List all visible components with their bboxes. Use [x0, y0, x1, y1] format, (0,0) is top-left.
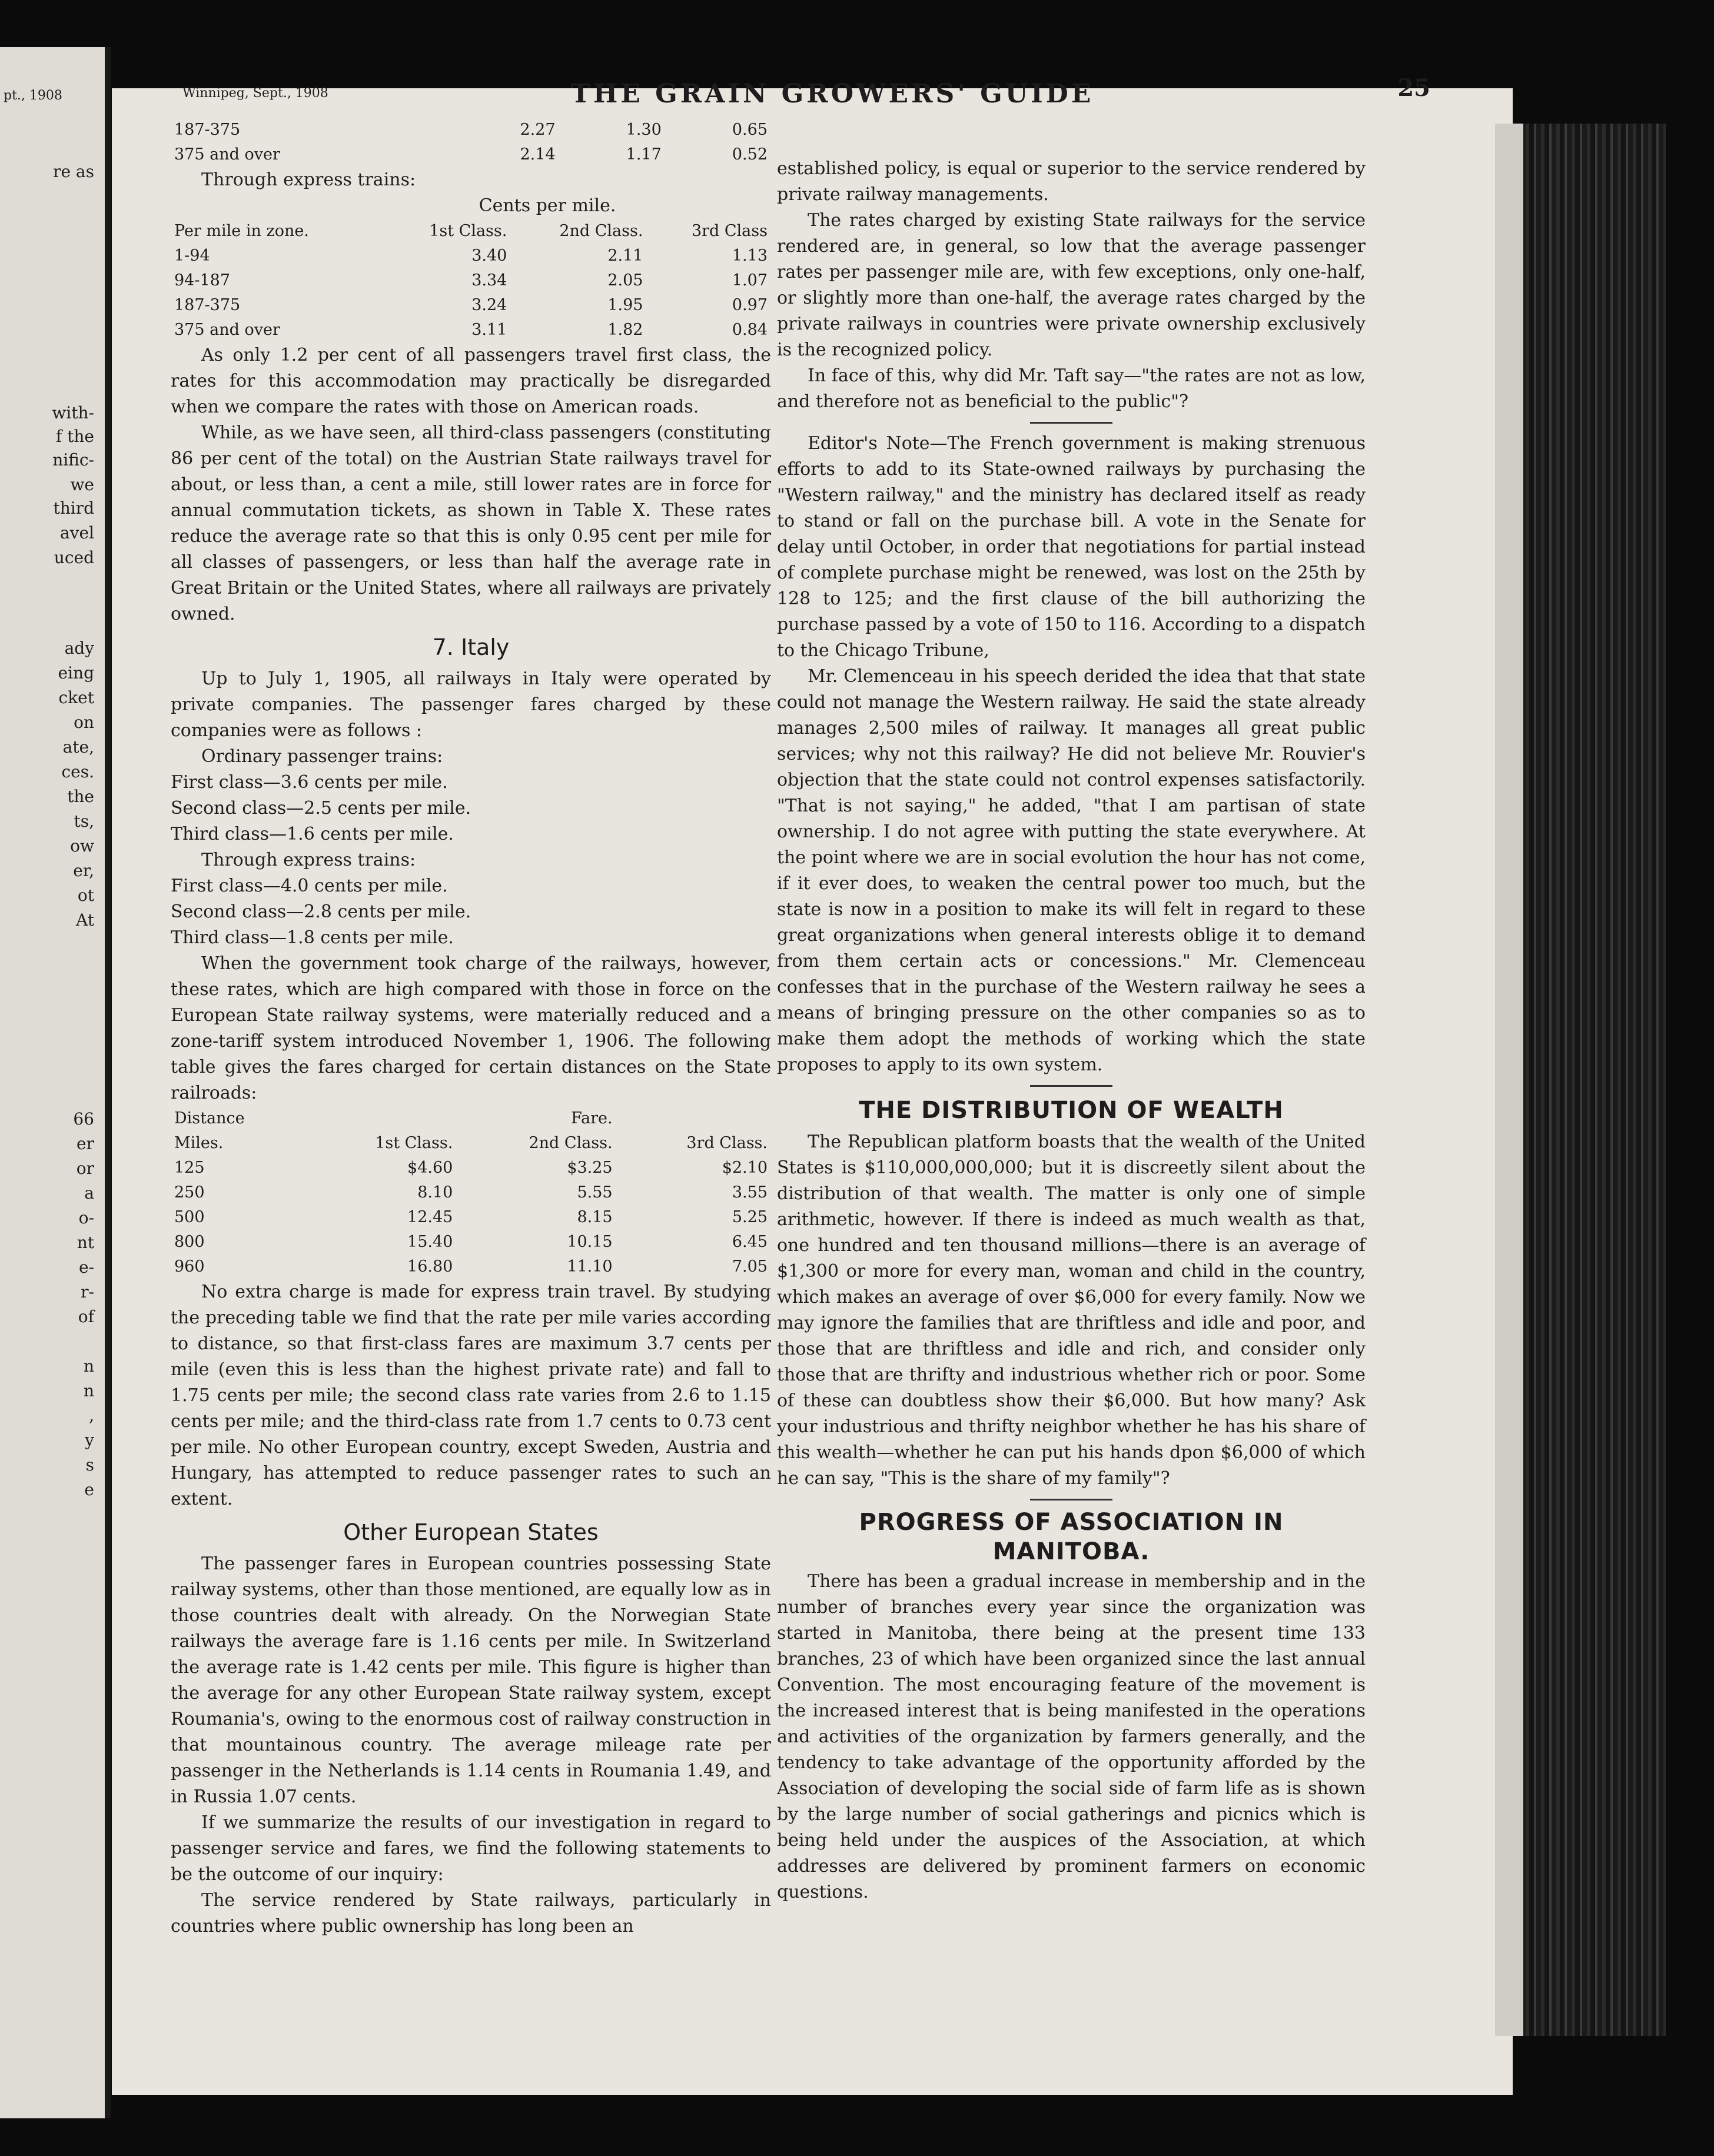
left-column [171, 118, 771, 1939]
table-row: 187-375 2.27 1.30 0.65 [174, 121, 768, 139]
facing-page-fragment: e- [78, 1257, 94, 1277]
divider [1030, 1085, 1112, 1087]
facing-page-fragment: r- [81, 1282, 94, 1302]
paragraph: Mr. Clemenceau in his speech derided the idea that that state could not manage the Western railway. He said the state already manages 2,500 miles of railway. It manages all great public services; why not this railway? He did not believe Mr. Rouvier's objection that the state could not control expenses satisfactorily. "That is not saying," he added, "that I am partisan of state ownership. I do not agree with putting the state everywhere. At the point where we are in social evolution the hour has not come, if it ever does, to weaken the central power too much, but the state is now in a position to make its will felt in regard to these great organizations when general interests oblige it to demand from them certain acts or concessions." Mr. Clemenceau confesses that in the purchase of the Western railway he sees a means of bringing pressure on the other companies so as to make them adopt the methods of working which the state proposes to apply to its own system. [777, 666, 1366, 1075]
table-row: 960 16.80 11.10 7.05 [174, 1257, 768, 1276]
rate-line: First class—4.0 cents per mile. [171, 876, 448, 896]
paragraph: When the government took charge of the railways, however, these rates, which are high compared with those in force on the European State railway systems, were materially reduced and a zone-tariff system introduced November 1, 1906. The following table gives the fares charged for certain distances on the State railroads: [171, 953, 771, 1103]
table-row: 187-375 3.24 1.95 0.97 [174, 296, 768, 314]
table-row: 500 12.45 8.15 5.25 [174, 1208, 768, 1226]
facing-page-fragment: n [83, 1381, 94, 1400]
facing-page-fragment: y [85, 1430, 94, 1450]
facing-page-fragment: ate, [62, 737, 94, 757]
facing-page-fragment: ow [70, 836, 94, 856]
issue-date: Winnipeg, Sept., 1908 [182, 86, 328, 101]
paragraph: There has been a gradual increase in membership and in the number of branches every year since the organization was started in Manitoba, there being at the present time 133 branches, 23 of which have been organized since the last annual Convention. The most encouraging feature of the movement is the increased interest that is being manifested in the operations and activities of the organization by farmers generally, and the tendency to take advantage of the opportunity afforded by the Association of developing the social side of farm life as is shown by the large number of social gatherings and picnics which is being held under the auspices of the Association, at which addresses are delivered by prominent farmers on economic questions. [777, 1571, 1366, 1902]
facing-page-fragment: f the [55, 427, 94, 446]
paragraph: If we summarize the results of our investigation in regard to passenger service and fares, we find the following statements to be the outcome of our inquiry: [171, 1812, 771, 1885]
facing-page-fragment: er, [73, 861, 94, 880]
page-number: 25 [1397, 74, 1430, 102]
through-express-label: Through express trains: [201, 169, 416, 190]
paragraph: established policy, is equal or superior to the service rendered by private railway managements. [777, 158, 1366, 205]
paragraph: While, as we have seen, all third-class passengers (constituting 86 per cent of the total) on the Austrian State railways travel for about, or less than, a cent a mile, still lower rates are in force for annual commutation tickets, as shown in Table X. These rates reduce the average rate so that this is only 0.95 cent per mile for all classes of passengers, or less than half the average rate in Great Britain or the United States, where all railways are privately owned. [171, 422, 771, 624]
facing-page-fragment: cket [58, 688, 94, 707]
table-row: 375 and over 3.11 1.82 0.84 [174, 321, 768, 339]
rate-line: Third class—1.6 cents per mile. [171, 824, 454, 844]
facing-page-fragment: avel [59, 523, 94, 543]
facing-page-fragment: s [85, 1455, 94, 1475]
table-row: 94-187 3.34 2.05 1.07 [174, 271, 768, 290]
page-stack-edge [1495, 124, 1666, 2036]
masthead-title: THE GRAIN GROWERS' GUIDE [571, 79, 1094, 109]
facing-page-fragment: re as [53, 162, 94, 181]
facing-page-fragment: ts, [74, 811, 94, 831]
cents-per-mile-label: Cents per mile. [479, 195, 616, 216]
facing-page-fragment: nt [77, 1233, 94, 1252]
divider [1030, 422, 1112, 424]
facing-page-fragment: of [78, 1307, 94, 1326]
rate-line: First class—3.6 cents per mile. [171, 772, 448, 793]
facing-page-fragment: uced [54, 548, 94, 567]
rate-line: Second class—2.5 cents per mile. [171, 798, 471, 819]
running-header [177, 71, 1430, 112]
paragraph: The service rendered by State railways, particularly in countries where public ownership has long been an [171, 1890, 771, 1937]
facing-page-fragment: er [77, 1134, 94, 1153]
facing-page-fragment: n [83, 1356, 94, 1376]
paragraph: The rates charged by existing State railways for the service rendered are, in general, so low that the average passenger rates per passenger mile are, with few exceptions, only one-half, or slightly more than one-half, the average rates charged by the private railways in countries were private ownership exclusively is the recognized policy. [777, 210, 1366, 360]
paragraph: Up to July 1, 1905, all railways in Italy were operated by private companies. The passenger fares charged by these companies were as follows : [171, 668, 771, 741]
article-heading-wealth: THE DISTRIBUTION OF WEALTH [859, 1097, 1284, 1124]
paragraph: No extra charge is made for express train travel. By studying the preceding table we find that the rate per mile varies according to distance, so that first-class fares are maximum 3.7 cents per mile (even this is less than the highest private rate) and fall to 1.75 cents per mile; the second class rate varies from 2.6 to 1.15 cents per mile; and the third-class rate from 1.7 cents to 0.73 cent per mile. No other European country, except Sweden, Austria and Hungary, has attempted to reduce passenger rates to such an extent. [171, 1282, 771, 1509]
express-trains-label: Through express trains: [201, 850, 416, 870]
divider [1030, 1499, 1112, 1500]
paragraph: The passenger fares in European countries possessing State railway systems, other than those mentioned, are equally low as in those countries dealt with already. On the Norwegian State railways the average fare is 1.16 cents per mile. In Switzerland the average rate is 1.42 cents per mile. This figure is higher than the average for any other European State railway system, except Roumania's, owing to the enormous cost of railway construction in that mountainous country. The average mileage rate per passenger in the Netherlands is 1.14 cents in Roumania 1.49, and in Russia 1.07 cents. [171, 1553, 771, 1807]
paragraph: As only 1.2 per cent of all passengers travel first class, the rates for this accommodation may practically be disregarded when we compare the rates with those on American roads. [171, 345, 771, 417]
section-heading-italy: 7. Italy [432, 634, 510, 660]
table-row: 250 8.10 5.55 3.55 [174, 1183, 768, 1202]
facing-page-fragment: we [70, 475, 94, 494]
facing-page-fragment: nific- [52, 450, 94, 470]
facing-page-fragment: o- [78, 1208, 94, 1227]
table-row: 800 15.40 10.15 6.45 [174, 1233, 768, 1251]
facing-page-fragment: third [53, 498, 94, 518]
ordinary-trains-label: Ordinary passenger trains: [201, 746, 443, 767]
facing-page-fragment: ces. [61, 762, 94, 781]
editors-note: Editor's Note—The French government is making strenuous efforts to add to its State-owned railways by purchasing the "Western railway," and the ministry has declared itself as ready to stand or fall on the purchase bill. A vote in the Senate for delay until October, in order that negotiations for partial instead of complete purchase might be renewed, was lost on the 25th by 128 to 125; and the first clause of the bill authorizing the purchase passed by a vote of 150 to 116. According to a dispatch to the Chicago Tribune, [777, 433, 1366, 661]
article-heading-progress: PROGRESS OF ASSOCIATION IN MANITOBA. [859, 1509, 1284, 1565]
austria-express-table [171, 219, 771, 342]
facing-page-fragment: ady [64, 638, 94, 658]
austria-ordinary-table-tail [171, 118, 771, 167]
section-heading-other-states: Other European States [343, 1519, 599, 1545]
facing-page-fragment: , [89, 1406, 94, 1425]
paragraph: In face of this, why did Mr. Taft say—"the rates are not as low, and therefore not as beneficial to the public"? [777, 365, 1366, 412]
rate-line: Third class—1.8 cents per mile. [171, 927, 454, 948]
facing-page-fragment: eing [58, 663, 94, 683]
facing-page-fragment: or [76, 1159, 94, 1178]
facing-page-fragment: a [84, 1183, 94, 1203]
facing-page-fragment: e [84, 1480, 94, 1499]
rate-line: Second class—2.8 cents per mile. [171, 901, 471, 922]
table-row: 375 and over 2.14 1.17 0.52 [174, 145, 768, 164]
table-header-row: Distance Fare. [174, 1109, 613, 1127]
facing-page-edge [0, 47, 111, 2118]
facing-page-fragment: on [74, 713, 94, 732]
table-row: 125 $4.60 $3.25 $2.10 [174, 1159, 768, 1177]
facing-page-fragment: 66 [73, 1109, 94, 1129]
paragraph: The Republican platform boasts that the wealth of the United States is $110,000,000,000; but it is discreetly silent about the distribution of that wealth. The matter is only one of simple arithmetic, however. If there is indeed as much wealth as that, one hundred and ten thousand millions—there is an average of $1,300 or more for every man, woman and child in the country, which makes an average of over $6,000 for every family. Now we may ignore the families that are thriftless and idle and poor, and those that are thriftless and idle and rich, and consider only those that are thrifty and industrious whether rich or poor. Some of these can doubtless show their $6,000. But how many? Ask your industrious and thrifty neighbor whether he has his share of this wealth—whether he can put his hands dpon $6,000 of which he can say, "This is the share of my family"? [777, 1132, 1366, 1489]
italy-fare-table [171, 1106, 771, 1279]
table-header-row: Per mile in zone. 1st Class. 2nd Class. 3rd Class [174, 222, 768, 240]
table-header-row: Miles. 1st Class. 2nd Class. 3rd Class. [174, 1134, 768, 1152]
facing-page-fragment: the [67, 787, 94, 806]
facing-page-header: pt., 1908 [4, 88, 62, 103]
facing-page-fragment: with- [52, 403, 94, 422]
facing-page-fragment: At [76, 910, 94, 930]
facing-page-fragment: ot [77, 886, 94, 905]
right-column [777, 156, 1366, 1905]
table-row: 1-94 3.40 2.11 1.13 [174, 247, 768, 265]
